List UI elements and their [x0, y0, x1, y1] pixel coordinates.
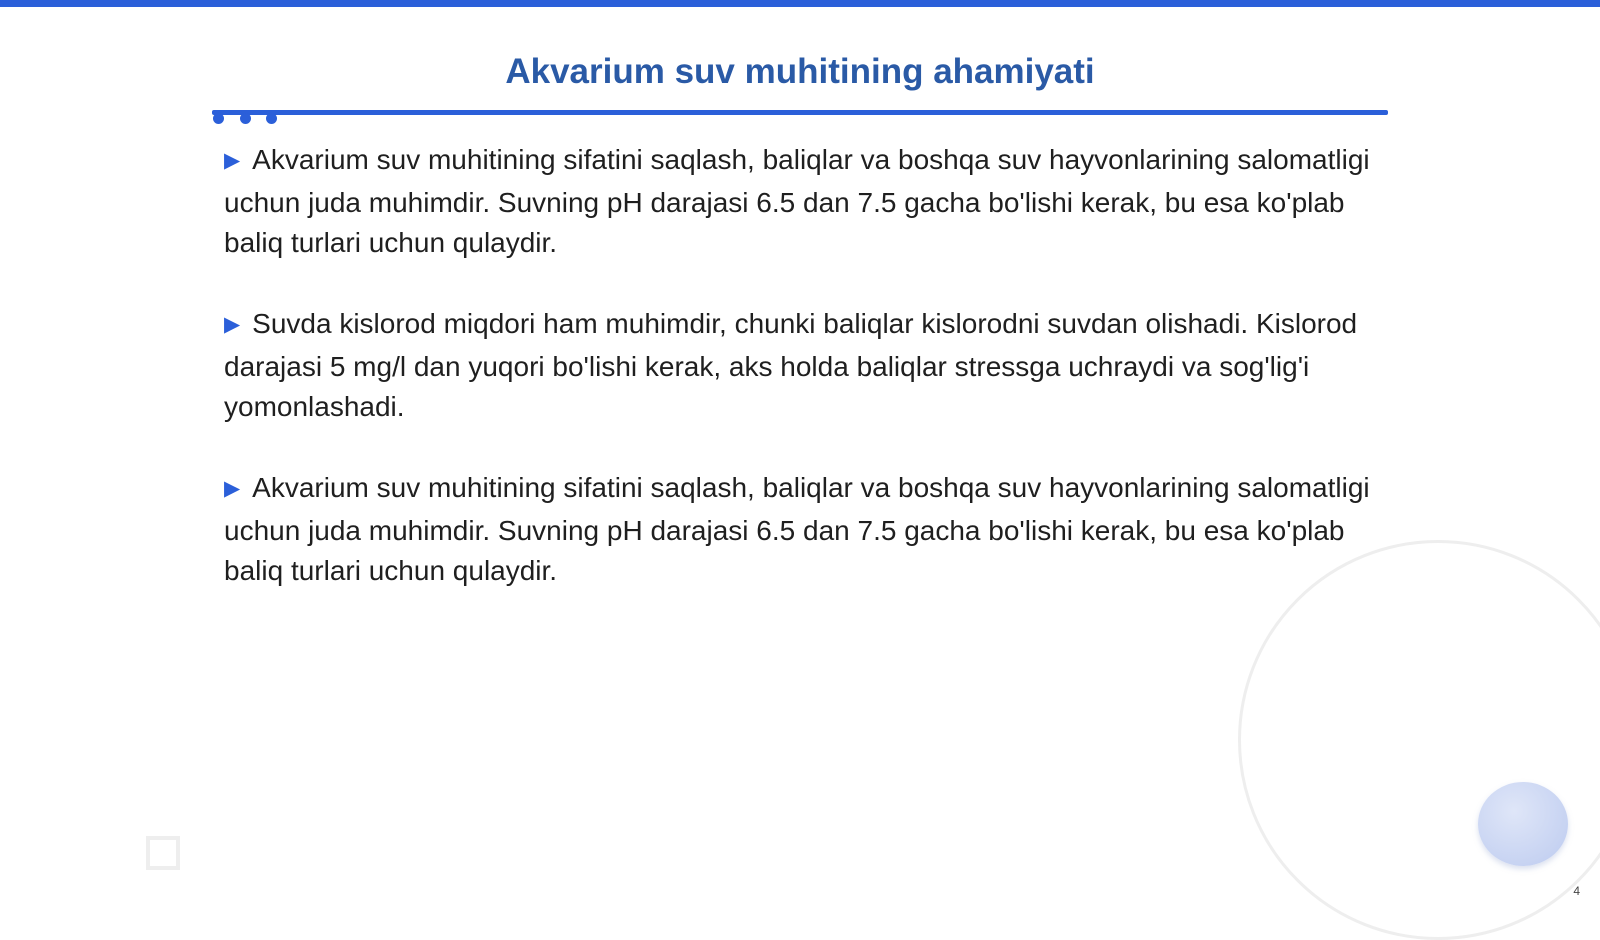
- triangle-right-icon: ▶: [224, 149, 241, 172]
- bullet-paragraph-1: [224, 140, 1384, 263]
- paragraph-text: Akvarium suv muhitining sifatini saqlash, baliqlar va boshqa suv hayvonlarining salomatligi uchun juda muhimdir. Suvning pH darajasi 6.5 dan 7.5 gacha bo'lishi kerak, bu esa ko'plab baliq turlari uchun qulaydir.: [224, 144, 1370, 258]
- paragraph-text: Akvarium suv muhitining sifatini saqlash, baliqlar va boshqa suv hayvonlarining salomatligi uchun juda muhimdir. Suvning pH darajasi 6.5 dan 7.5 gacha bo'lishi kerak, bu esa ko'plab baliq turlari uchun qulaydir.: [224, 472, 1370, 586]
- page-number: 4: [1573, 884, 1580, 898]
- triangle-right-icon: ▶: [224, 477, 241, 500]
- bullet-paragraph-2: [224, 304, 1384, 427]
- top-accent-bar: [0, 0, 1600, 7]
- decor-dot: [240, 113, 251, 124]
- decorative-ball: [1478, 782, 1568, 866]
- bullet-paragraph-3: [224, 468, 1384, 591]
- triangle-right-icon: ▶: [224, 313, 241, 336]
- decorative-square-outline: [146, 836, 180, 870]
- decor-dot: [213, 113, 224, 124]
- title-underline: [212, 110, 1388, 115]
- slide-title: Akvarium suv muhitining ahamiyati: [505, 52, 1095, 91]
- decor-dot: [266, 113, 277, 124]
- paragraph-text: Suvda kislorod miqdori ham muhimdir, chunki baliqlar kislorodni suvdan olishadi. Kislorod darajasi 5 mg/l dan yuqori bo'lishi kerak, aks holda baliqlar stressga uchraydi va sog'lig'i yomonlashadi.: [224, 308, 1358, 422]
- slide-body: [224, 140, 1384, 632]
